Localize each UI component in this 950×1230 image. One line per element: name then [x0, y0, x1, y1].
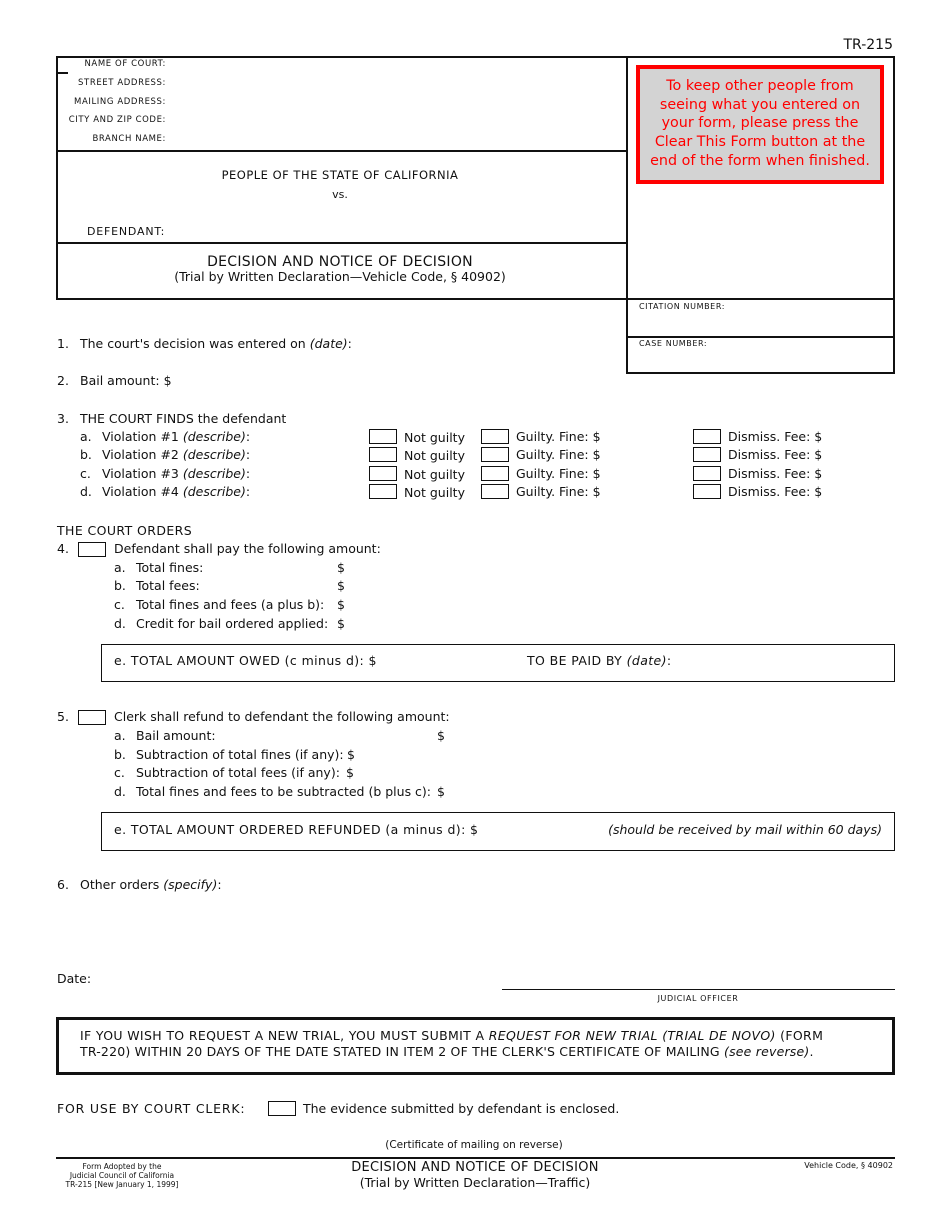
dismiss-checkbox[interactable]: [693, 484, 721, 499]
guilty-fine-label: Guilty. Fine: $: [516, 484, 601, 499]
violation-letter: d.: [80, 484, 92, 499]
case-number-label: CASE NUMBER:: [639, 339, 708, 348]
privacy-notice: To keep other people from seeing what you entered on your form, please press the Clear This Form button at the end of the form when finished.: [636, 65, 884, 184]
dismiss-fee-label: Dismiss. Fee: $: [728, 466, 823, 481]
item2-number: 2.: [57, 373, 69, 388]
item5-row-label: Total fines and fees to be subtracted (b plus c):: [136, 784, 432, 799]
judicial-officer-label: JUDICIAL OFFICER: [657, 994, 739, 1003]
dismiss-checkbox[interactable]: [693, 429, 721, 444]
violation-label: Violation #1 (describe):: [102, 429, 251, 444]
item3-text: THE COURT FINDS the defendant: [80, 411, 287, 426]
not-guilty-checkbox[interactable]: [369, 447, 397, 462]
guilty-checkbox[interactable]: [481, 429, 509, 444]
item4-row-label: Total fees:: [136, 578, 200, 593]
dismiss-fee-label: Dismiss. Fee: $: [728, 429, 823, 444]
street-address-label: STREET ADDRESS:: [78, 78, 166, 88]
violation-letter: c.: [80, 466, 91, 481]
item5-row-letter: c.: [114, 765, 125, 780]
not-guilty-checkbox[interactable]: [369, 466, 397, 481]
clerk-use-label: FOR USE BY COURT CLERK:: [57, 1101, 246, 1116]
item4-row-letter: c.: [114, 597, 125, 612]
item1-text: The court's decision was entered on (date):: [80, 336, 352, 351]
paid-by-label: TO BE PAID BY (date):: [527, 653, 672, 668]
item4-row-label: Credit for bail ordered applied:: [136, 616, 329, 631]
dismiss-checkbox[interactable]: [693, 447, 721, 462]
court-name-label: NAME OF COURT:: [84, 59, 166, 69]
defendant-label: DEFENDANT:: [87, 225, 166, 238]
dismiss-fee-label: Dismiss. Fee: $: [728, 484, 823, 499]
item4-row-letter: a.: [114, 560, 126, 575]
not-guilty-label: Not guilty: [404, 430, 465, 445]
item2-text: Bail amount: $: [80, 373, 172, 388]
dollar-sign: $: [337, 597, 345, 612]
date-label: Date:: [57, 971, 92, 986]
total-owed-label: e. TOTAL AMOUNT OWED (c minus d): $: [114, 653, 377, 668]
branch-name-label: BRANCH NAME:: [92, 134, 166, 144]
violation-letter: b.: [80, 447, 92, 462]
item5-row-letter: a.: [114, 728, 126, 743]
guilty-fine-label: Guilty. Fine: $: [516, 466, 601, 481]
item5-row-letter: d.: [114, 784, 126, 799]
item6-number: 6.: [57, 877, 69, 892]
item4-number: 4.: [57, 541, 69, 556]
evidence-text: The evidence submitted by defendant is enclosed.: [303, 1101, 620, 1116]
footer-vehicle-code: Vehicle Code, § 40902: [804, 1161, 893, 1170]
not-guilty-label: Not guilty: [404, 467, 465, 482]
guilty-fine-label: Guilty. Fine: $: [516, 447, 601, 462]
item5-row-letter: b.: [114, 747, 126, 762]
item5-row-label: Bail amount:: [136, 728, 216, 743]
item3-number: 3.: [57, 411, 69, 426]
total-refund-label: e. TOTAL AMOUNT ORDERED REFUNDED (a minus d): $: [114, 822, 479, 837]
form-subtitle: (Trial by Written Declaration—Vehicle Code, § 40902): [174, 269, 506, 284]
item4-row-letter: b.: [114, 578, 126, 593]
item4-text: Defendant shall pay the following amount:: [114, 541, 381, 556]
guilty-fine-label: Guilty. Fine: $: [516, 429, 601, 444]
dismiss-fee-label: Dismiss. Fee: $: [728, 447, 823, 462]
not-guilty-checkbox[interactable]: [369, 429, 397, 444]
item5-row-label: Subtraction of total fines (if any):: [136, 747, 344, 762]
item5-row-label: Subtraction of total fees (if any):: [136, 765, 340, 780]
certificate-note: (Certificate of mailing on reverse): [385, 1139, 563, 1151]
not-guilty-checkbox[interactable]: [369, 484, 397, 499]
refund-note: (should be received by mail within 60 days): [608, 822, 882, 837]
dollar-sign: $: [337, 578, 345, 593]
violation-label: Violation #2 (describe):: [102, 447, 251, 462]
guilty-checkbox[interactable]: [481, 484, 509, 499]
evidence-checkbox[interactable]: [268, 1101, 296, 1116]
new-trial-line1: IF YOU WISH TO REQUEST A NEW TRIAL, YOU MUST SUBMIT A REQUEST FOR NEW TRIAL (TRIAL DE NOVO) (FORM: [80, 1028, 824, 1043]
footer-adopted: Form Adopted by the Judicial Council of California TR-215 [New January 1, 1999]: [65, 1162, 179, 1189]
violation-letter: a.: [80, 429, 92, 444]
item5-checkbox[interactable]: [78, 710, 106, 725]
dollar-sign: $: [337, 560, 345, 575]
violation-label: Violation #3 (describe):: [102, 466, 251, 481]
dollar-sign: $: [347, 747, 355, 762]
item4-row-label: Total fines and fees (a plus b):: [136, 597, 325, 612]
not-guilty-label: Not guilty: [404, 448, 465, 463]
vs-label: vs.: [332, 188, 348, 201]
dismiss-checkbox[interactable]: [693, 466, 721, 481]
not-guilty-label: Not guilty: [404, 485, 465, 500]
footer-title: DECISION AND NOTICE OF DECISION: [351, 1160, 599, 1175]
item1-number: 1.: [57, 336, 69, 351]
item4-row-label: Total fines:: [136, 560, 204, 575]
guilty-checkbox[interactable]: [481, 447, 509, 462]
mailing-address-label: MAILING ADDRESS:: [74, 97, 166, 107]
dollar-sign: $: [437, 728, 445, 743]
signature-line: [502, 989, 895, 990]
dollar-sign: $: [437, 784, 445, 799]
item5-number: 5.: [57, 709, 69, 724]
violation-label: Violation #4 (describe):: [102, 484, 251, 499]
people-label: PEOPLE OF THE STATE OF CALIFORNIA: [221, 168, 459, 182]
footer-subtitle: (Trial by Written Declaration—Traffic): [359, 1175, 591, 1190]
item4-row-letter: d.: [114, 616, 126, 631]
form-number: TR-215: [843, 37, 893, 53]
item5-text: Clerk shall refund to defendant the following amount:: [114, 709, 450, 724]
guilty-checkbox[interactable]: [481, 466, 509, 481]
new-trial-line2: TR-220) WITHIN 20 DAYS OF THE DATE STATED IN ITEM 2 OF THE CLERK'S CERTIFICATE OF MAILING (see reverse).: [80, 1044, 814, 1059]
dollar-sign: $: [346, 765, 354, 780]
citation-number-label: CITATION NUMBER:: [639, 302, 726, 311]
item4-checkbox[interactable]: [78, 542, 106, 557]
form-title: DECISION AND NOTICE OF DECISION: [207, 254, 473, 270]
dollar-sign: $: [337, 616, 345, 631]
court-orders-heading: THE COURT ORDERS: [57, 523, 193, 538]
city-zip-label: CITY AND ZIP CODE:: [68, 115, 166, 125]
item6-text: Other orders (specify):: [80, 877, 222, 892]
